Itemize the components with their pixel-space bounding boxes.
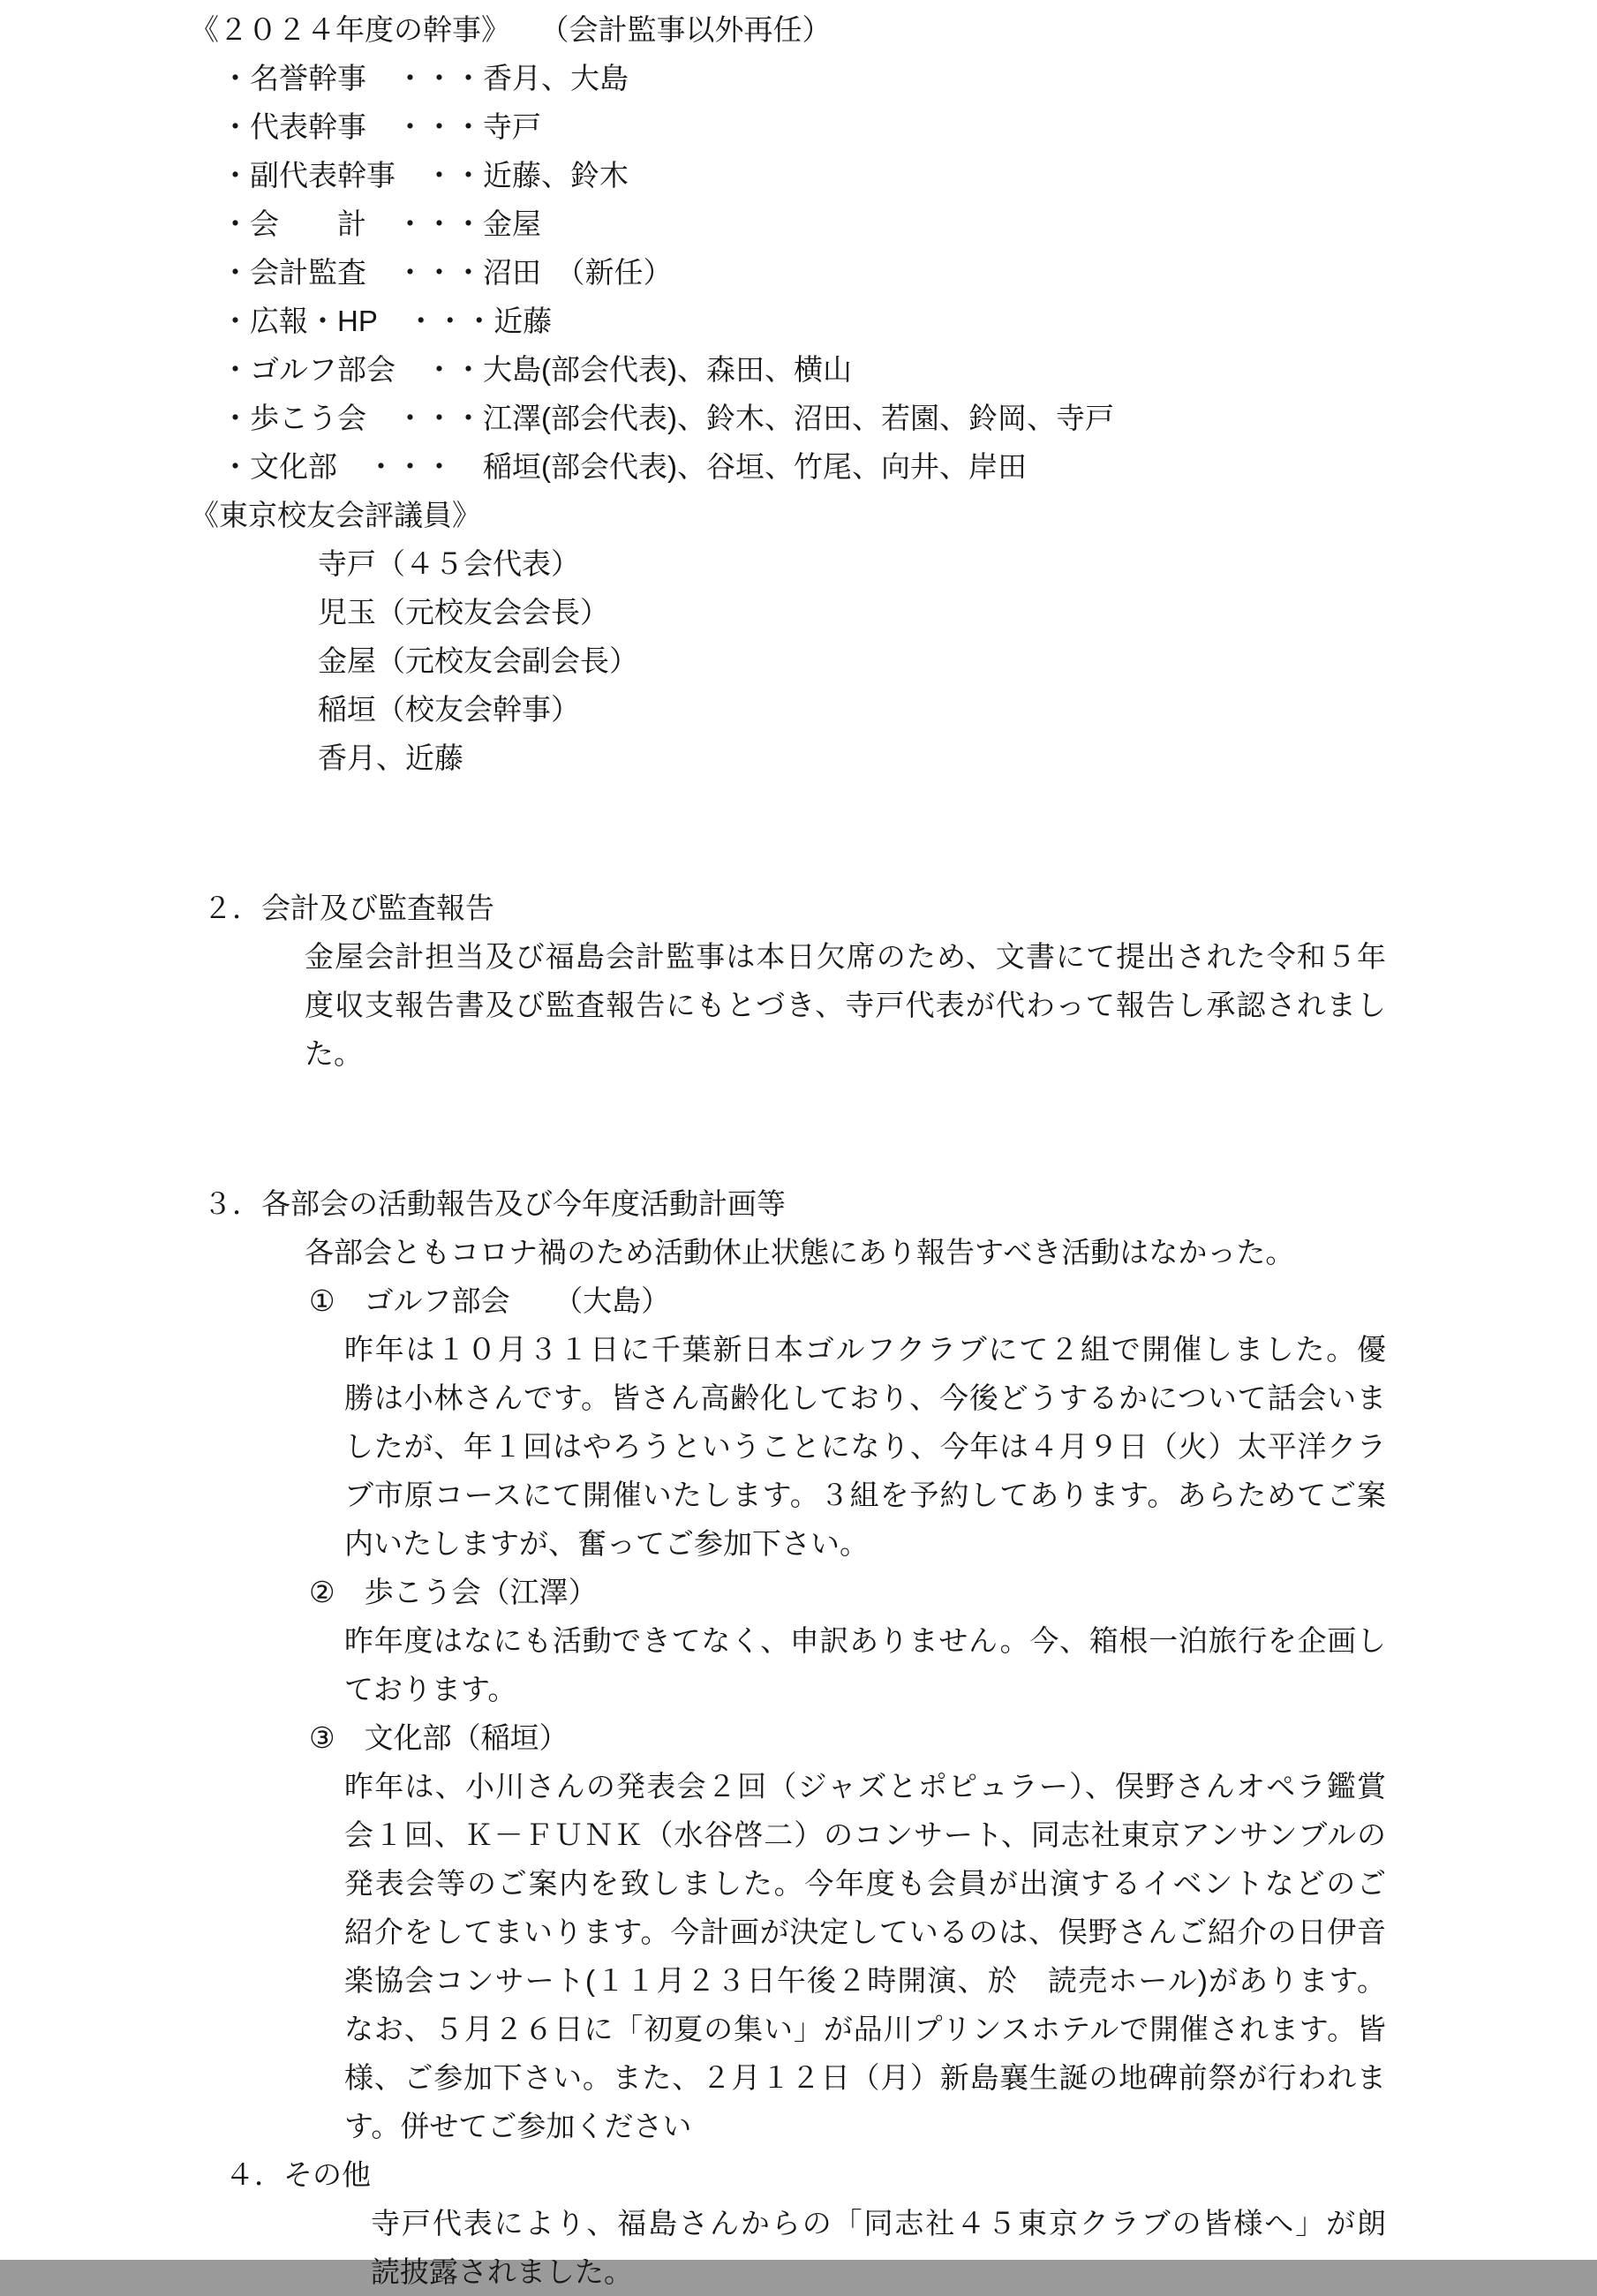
culture-paragraph-line: 紹介をしてまいります。今計画が決定しているのは、俣野さんご紹介の日伊音 [344, 1916, 1386, 1948]
walking-paragraph-line: 昨年度はなにも活動できてなく、申訳ありません。今、箱根一泊旅行を企画し [344, 1624, 1386, 1657]
councilor-name: 児玉（元校友会会長） [318, 596, 609, 629]
golf-paragraph-line: 昨年は１０月３１日に千葉新日本ゴルフクラブにて２組で開催しました。優 [344, 1333, 1386, 1366]
councilor-name: 金屋（元校友会副会長） [318, 644, 638, 677]
section3-heading: ３．各部会の活動報告及び今年度活動計画等 [203, 1187, 786, 1220]
councilor-name: 稲垣（校友会幹事） [318, 693, 580, 726]
officer-item-deputy: ・副代表幹事 ・・近藤、鈴木 [221, 159, 629, 192]
councilors-header: 《東京校友会評議員》 [190, 499, 481, 531]
section-spacer [0, 782, 1597, 884]
culture-subsection-heading: ③ 文化部（稲垣） [309, 1721, 569, 1754]
section-spacer [0, 1078, 1597, 1179]
culture-paragraph-line: 昨年は、小川さんの発表会２回（ジャズとポピュラー）、俣野さんオペラ鑑賞 [344, 1770, 1386, 1803]
section4-heading: ４．その他 [225, 2158, 371, 2191]
golf-paragraph-line: 勝は小林さんです。皆さん高齢化しており、今後どうするかについて話会いま [344, 1381, 1386, 1414]
section2-paragraph-line: た。 [305, 1037, 363, 1070]
officers-header: 《２０２４年度の幹事》 [190, 13, 510, 46]
councilor-name: 香月、近藤 [318, 741, 463, 774]
officer-item-representative: ・代表幹事 ・・・寺戸 [221, 110, 541, 143]
section2-heading: ２．会計及び監査報告 [203, 892, 494, 924]
culture-paragraph-line: す。併せてご参加ください [344, 2110, 692, 2142]
golf-paragraph-line: ブ市原コースにて開催いたします。３組を予約してあります。あらためてご案 [344, 1479, 1386, 1511]
culture-paragraph-line: なお、５月２６日に「初夏の集い」が品川プリンスホテルで開催されます。皆 [344, 2013, 1386, 2045]
section3-intro: 各部会ともコロナ禍のため活動休止状態にあり報告すべき活動はなかった。 [305, 1236, 1295, 1268]
officer-item-culture: ・文化部 ・・・ 稲垣(部会代表)、谷垣、竹尾、向井、岸田 [221, 450, 1027, 483]
councilor-name: 寺戸（４５会代表） [318, 547, 580, 580]
culture-paragraph-line: 楽協会コンサート(１１月２３日午後２時開演、於 読売ホール)があります。 [344, 1964, 1386, 1997]
golf-paragraph-line: したが、年１回はやろうということになり、今年は４月９日（火）太平洋クラ [344, 1430, 1386, 1463]
culture-paragraph-line: 発表会等のご案内を致しました。今年度も会員が出演するイベントなどのご [344, 1867, 1386, 1900]
culture-paragraph-line: 様、ご参加下さい。また、２月１２日（月）新島襄生誕の地碑前祭が行われま [344, 2061, 1386, 2094]
officers-header-note: （会計監事以外再任） [554, 13, 832, 46]
officer-item-golf: ・ゴルフ部会 ・・大島(部会代表)、森田、横山 [221, 353, 852, 386]
officer-item-pr-hp: ・広報・HP ・・・近藤 [221, 305, 553, 337]
walking-subsection-heading: ② 歩こう会（江澤） [309, 1576, 598, 1608]
officer-item-honorary: ・名誉幹事 ・・・香月、大島 [221, 62, 629, 94]
officers-header-line [0, 5, 1597, 54]
golf-paragraph-line: 内いたしますが、奮ってご参加下さい。 [344, 1527, 869, 1560]
officer-item-audit: ・会計監査 ・・・沼田 （新任） [221, 256, 673, 289]
section2-paragraph-line: 度収支報告書及び監査報告にもとづき、寺戸代表が代わって報告し承認されまし [305, 989, 1386, 1021]
section2-paragraph-line: 金屋会計担当及び福島会計監事は本日欠席のため、文書にて提出された令和５年 [305, 940, 1386, 973]
section4-paragraph-line: 寺戸代表により、福島さんからの「同志社４５東京クラブの皆様へ」が朗 [371, 2207, 1386, 2240]
culture-paragraph-line: 会１回、Ｋ－ＦＵＮＫ（水谷啓二）のコンサート、同志社東京アンサンブルの [344, 1818, 1386, 1851]
section4-paragraph-line: 読披露されました。 [371, 2255, 633, 2288]
officer-item-walking: ・歩こう会 ・・・江澤(部会代表)、鈴木、沼田、若園、鈴岡、寺戸 [221, 402, 1114, 434]
officer-item-accounting: ・会 計 ・・・金屋 [221, 207, 541, 240]
golf-subsection-heading: ① ゴルフ部会 （大島） [309, 1284, 671, 1317]
walking-paragraph-line: ております。 [344, 1673, 517, 1705]
